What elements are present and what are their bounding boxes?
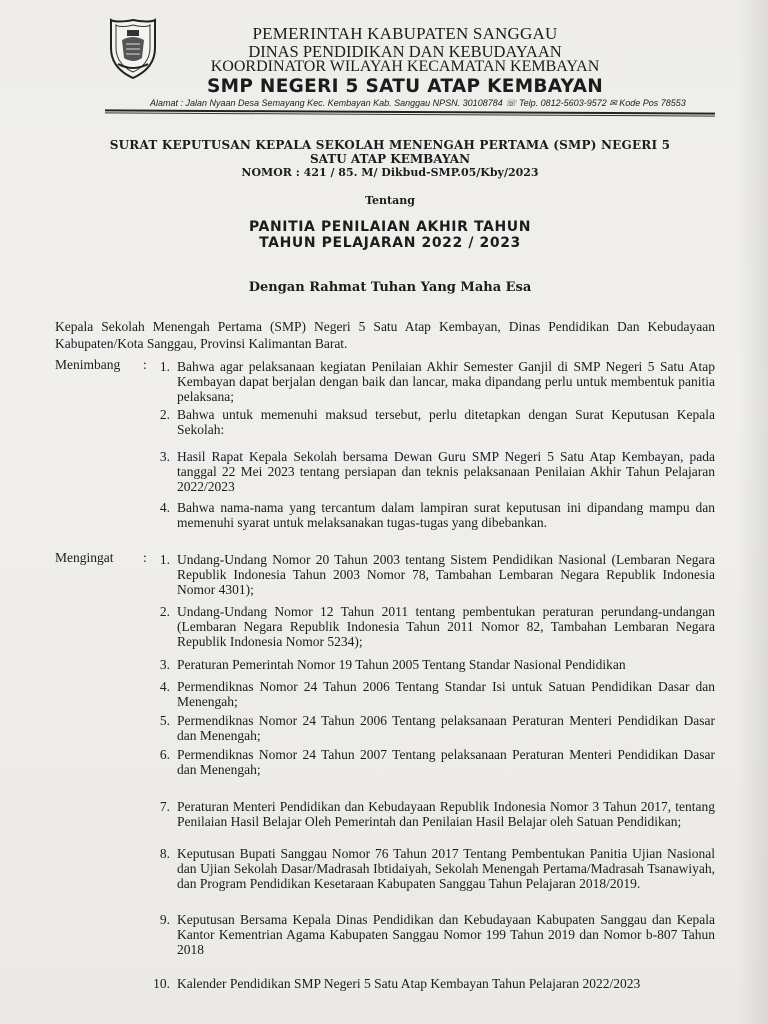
section-colon-menimbang: :: [143, 357, 147, 372]
mengingat-item-number: 9.: [159, 912, 170, 927]
mengingat-item-text: Permendiknas Nomor 24 Tahun 2006 Tentang pelaksanaan Peraturan Menteri Pendidikan Dasar dan Menengah;: [177, 713, 715, 743]
letterhead-school-name: SMP NEGERI 5 SATU ATAP KEMBAYAN: [207, 76, 603, 97]
mengingat-item-number: 2.: [159, 604, 170, 619]
decree-subject-line2: TAHUN PELAJARAN 2022 / 2023: [259, 235, 521, 251]
letterhead-government: PEMERINTAH KABUPATEN SANGGAU: [252, 24, 558, 43]
menimbang-item-text: Bahwa untuk memenuhi maksud tersebut, perlu ditetapkan dengan Surat Keputusan Kepala Sekolah:: [177, 407, 715, 437]
mengingat-item-number: 4.: [159, 679, 170, 694]
menimbang-item-text: Bahwa agar pelaksanaan kegiatan Penilaian Akhir Semester Ganjil di SMP Negeri 5 Satu Atap Kembayan dapat berjalan dengan baik dan lancar, maka dipandang perlu untuk membentuk panitia pelaksana;: [177, 359, 715, 404]
mengingat-item-text: Peraturan Menteri Pendidikan dan Kebudayaan Republik Indonesia Nomor 3 Tahun 2017, tentang Penilaian Hasil Belajar Oleh Pemerintah dan Penilaian Hasil Belajar oleh Satuan Pendidikan;: [177, 799, 715, 829]
mengingat-item-text: Keputusan Bupati Sanggau Nomor 76 Tahun 2017 Tentang Pembentukan Panitia Ujian Nasional dan Ujian Sekolah Dasar/Madrasah Ibtidaiyah, Sekolah Menengah Pertama/Madrasah Tsanawiyah, dan Program Pendidikan Kesetaraan Kabupaten Sanggau Tahun Pelajaran 2018/2019.: [177, 846, 715, 891]
section-label-menimbang: Menimbang: [55, 357, 121, 372]
decree-tentang: Tentang: [365, 194, 415, 207]
decree-title-line2: SATU ATAP KEMBAYAN: [309, 152, 471, 166]
mengingat-item-text: Peraturan Pemerintah Nomor 19 Tahun 2005 Tentang Standar Nasional Pendidikan: [177, 657, 626, 672]
intro-paragraph: Kepala Sekolah Menengah Pertama (SMP) Negeri 5 Satu Atap Kembayan, Dinas Pendidikan Dan Kebudayaan Kabupaten/Kota Sanggau, Provinsi Kalimantan Barat.: [55, 319, 715, 351]
menimbang-item-text: Hasil Rapat Kepala Sekolah bersama Dewan Guru SMP Negeri 5 Satu Atap Kembayan, pada tanggal 22 Mei 2023 tentang persiapan dan teknis pelaksanaan Penilaian Akhir Tahun Pelajaran 2022/2023: [177, 449, 715, 494]
mengingat-item-text: Permendiknas Nomor 24 Tahun 2007 Tentang pelaksanaan Peraturan Menteri Pendidikan Dasar dan Menengah;: [177, 747, 715, 777]
letterhead-agency: DINAS PENDIDIKAN DAN KEBUDAYAAN: [248, 42, 562, 61]
letterhead-coordinator: KOORDINATOR WILAYAH KECAMATAN KEMBAYAN: [210, 58, 600, 75]
section-label-mengingat: Mengingat: [55, 550, 114, 565]
mengingat-item-number: 8.: [159, 846, 170, 861]
menimbang-item-text: Bahwa nama-nama yang tercantum dalam lampiran surat keputusan ini dipandang mampu dan memenuhi syarat untuk melaksanakan tugas-tugas yang dibebankan.: [177, 500, 715, 530]
mengingat-item-number: 5.: [159, 713, 170, 728]
mengingat-item-number: 3.: [159, 657, 170, 672]
menimbang-item-number: 2.: [159, 407, 170, 422]
mengingat-item-number: 6.: [159, 747, 170, 762]
mengingat-item-text: Keputusan Bersama Kepala Dinas Pendidikan dan Kebudayaan Kabupaten Sanggau dan Kepala Kantor Kementrian Agama Kabupaten Sanggau Nomor 199 Tahun 2019 dan Nomor b-807 Tahun 2018: [177, 912, 715, 957]
mengingat-item-number: 7.: [159, 799, 170, 814]
mengingat-item-number: 10.: [153, 976, 170, 991]
menimbang-item-number: 4.: [159, 500, 170, 515]
mengingat-item-text: Permendiknas Nomor 24 Tahun 2006 Tentang Standar Isi untuk Satuan Pendidikan Dasar dan Menengah;: [177, 679, 715, 709]
decree-subject-line1: PANITIA PENILAIAN AKHIR TAHUN: [248, 219, 532, 235]
mengingat-item-number: 1.: [159, 552, 170, 567]
decree-blessing: Dengan Rahmat Tuhan Yang Maha Esa: [248, 280, 532, 295]
menimbang-item-number: 3.: [159, 449, 170, 464]
mengingat-item-text: Undang-Undang Nomor 20 Tahun 2003 tentang Sistem Pendidikan Nasional (Lembaran Negara Republik Indonesia Tahun 2003 Nomor 78, Tambahan Lembaran Negara Republik Indonesia Nomor 4301);: [177, 552, 715, 597]
section-colon-mengingat: :: [143, 550, 147, 565]
decree-title-line1: SURAT KEPUTUSAN KEPALA SEKOLAH MENENGAH PERTAMA (SMP) NEGERI 5: [109, 138, 671, 152]
mengingat-item-text: Undang-Undang Nomor 12 Tahun 2011 tentang pembentukan peraturan perundang-undangan (Lembaran Negara Republik Indonesia Tahun 2011 Nomor 82, Tambahan Lembaran Negara Republik Indonesia Nomor 5234);: [177, 604, 715, 649]
mengingat-item-text: Kalender Pendidikan SMP Negeri 5 Satu Atap Kembayan Tahun Pelajaran 2022/2023: [177, 976, 641, 991]
decree-number: NOMOR : 421 / 85. M/ Dikbud-SMP.05/Kby/2023: [241, 166, 539, 179]
menimbang-item-number: 1.: [159, 359, 170, 374]
emblem-logo-icon: [108, 18, 158, 80]
page-edge-shadow: [738, 0, 768, 1024]
letterhead-address: Alamat : Jalan Nyaan Desa Semayang Kec. Kembayan Kab. Sanggau NPSN. 30108784 ☏ Telp. 0812-5603-9572 ✉ Kode Pos 78553: [150, 98, 686, 108]
